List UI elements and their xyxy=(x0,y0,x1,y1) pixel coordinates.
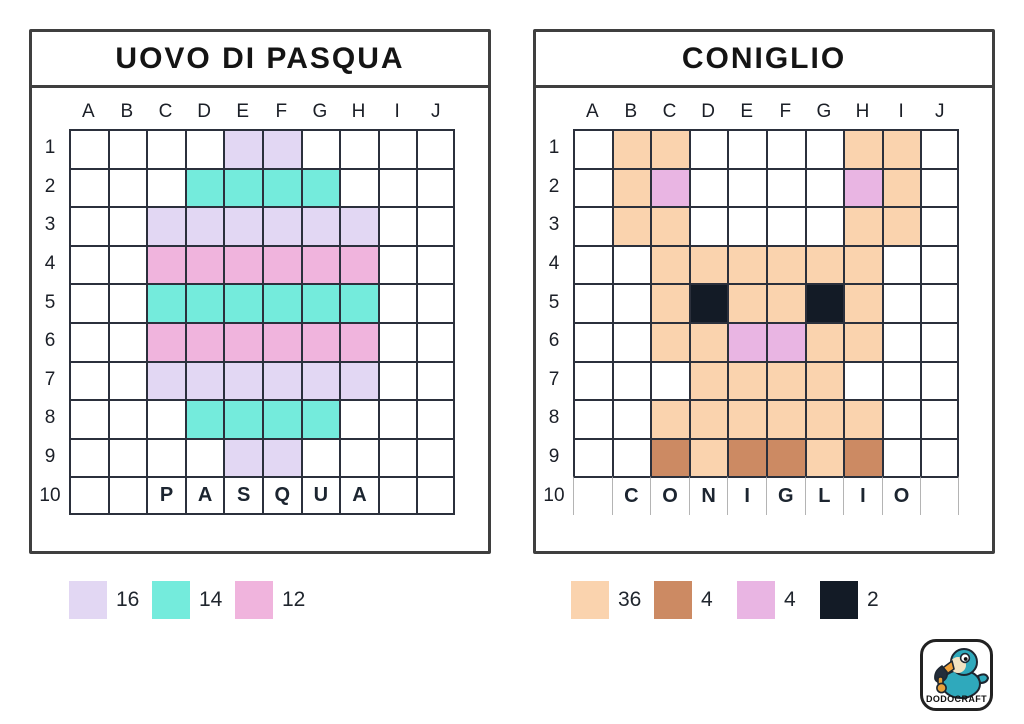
grid-cell xyxy=(689,322,728,361)
grid-cell xyxy=(650,322,689,361)
legend-count: 36 xyxy=(618,588,642,611)
legend-count: 4 xyxy=(784,588,796,611)
row-label: 4 xyxy=(44,253,56,275)
grid-cell xyxy=(185,361,224,400)
grid-cell xyxy=(612,322,651,361)
grid-row xyxy=(573,206,959,245)
grid-row xyxy=(573,476,959,515)
column-label: J xyxy=(430,101,441,122)
grid-cell xyxy=(185,283,224,322)
column-label: F xyxy=(275,101,288,122)
word-letter-cell: A xyxy=(185,476,224,515)
grid-cell xyxy=(612,168,651,207)
word-letter-cell: C xyxy=(612,476,651,515)
grid-cell xyxy=(185,399,224,438)
grid-cell xyxy=(69,361,108,400)
column-label: G xyxy=(816,101,832,122)
grid-cell xyxy=(301,322,340,361)
word-letter-cell: Q xyxy=(262,476,301,515)
grid-cell xyxy=(223,129,262,168)
grid-cell xyxy=(223,168,262,207)
grid-cell xyxy=(766,283,805,322)
grid-cell xyxy=(301,206,340,245)
grid-cell xyxy=(843,322,882,361)
grid-cell xyxy=(920,206,959,245)
grid-cell xyxy=(223,322,262,361)
grid-cell xyxy=(339,438,378,477)
grid-cell xyxy=(727,438,766,477)
grid-cell xyxy=(573,245,612,284)
legend-swatch xyxy=(235,581,273,619)
column-label: H xyxy=(855,101,870,122)
grid-cell xyxy=(301,129,340,168)
grid-cell xyxy=(69,129,108,168)
grid-cell xyxy=(612,438,651,477)
grid-cell xyxy=(416,476,455,515)
grid-cell xyxy=(727,361,766,400)
column-labels xyxy=(573,101,959,123)
grid-cell xyxy=(339,206,378,245)
grid-cell xyxy=(612,399,651,438)
panel-title: UOVO DI PASQUA xyxy=(32,32,488,88)
legend-item xyxy=(152,581,235,619)
grid-cell xyxy=(805,129,844,168)
legend-item xyxy=(654,581,737,619)
row-label: 3 xyxy=(548,214,560,236)
column-label: C xyxy=(158,101,173,122)
grid-cell xyxy=(262,206,301,245)
column-label: H xyxy=(351,101,366,122)
grid-cell xyxy=(612,361,651,400)
grid-row xyxy=(69,168,455,207)
legend-item xyxy=(69,581,152,619)
grid-cell xyxy=(378,245,417,284)
word-letter-cell: L xyxy=(805,476,844,515)
grid-cell xyxy=(185,438,224,477)
grid-cell xyxy=(650,438,689,477)
grid-cell xyxy=(69,168,108,207)
column-labels xyxy=(69,101,455,123)
grid-cell xyxy=(416,322,455,361)
word-letter-cell: P xyxy=(146,476,185,515)
column-label: E xyxy=(740,101,754,122)
grid-cell xyxy=(650,361,689,400)
grid-cell xyxy=(689,168,728,207)
grid-cell xyxy=(650,206,689,245)
grid-cell xyxy=(573,322,612,361)
column-label: D xyxy=(197,101,211,122)
grid-cell xyxy=(339,322,378,361)
grid-cell xyxy=(920,476,959,515)
legend-count: 14 xyxy=(199,588,223,611)
grid-cell xyxy=(689,129,728,168)
word-letter-cell: O xyxy=(650,476,689,515)
grid-cell xyxy=(416,245,455,284)
grid-cell xyxy=(69,438,108,477)
row-label: 2 xyxy=(44,175,56,197)
grid-cell xyxy=(378,438,417,477)
grid-cell xyxy=(223,283,262,322)
grid-cell xyxy=(573,399,612,438)
grid-row xyxy=(573,168,959,207)
grid-cell xyxy=(650,245,689,284)
grid-cell xyxy=(573,129,612,168)
grid-cell xyxy=(339,129,378,168)
grid-cell xyxy=(146,245,185,284)
grid-cell xyxy=(223,206,262,245)
row-label: 5 xyxy=(44,291,56,313)
grid-row xyxy=(573,129,959,168)
grid-cell xyxy=(262,245,301,284)
grid-cell xyxy=(573,361,612,400)
grid-cell xyxy=(262,283,301,322)
grid-cell xyxy=(301,361,340,400)
word-letter-cell: I xyxy=(727,476,766,515)
grid-cell xyxy=(146,129,185,168)
grid-row xyxy=(69,399,455,438)
grid-cell xyxy=(612,129,651,168)
grid-cell xyxy=(339,168,378,207)
grid-cell xyxy=(339,283,378,322)
legend-count: 4 xyxy=(701,588,713,611)
grid-cell xyxy=(223,399,262,438)
grid-cell xyxy=(689,283,728,322)
grid-cell xyxy=(766,438,805,477)
grid-cell xyxy=(108,245,147,284)
grid-cell xyxy=(416,206,455,245)
legend-item xyxy=(737,581,820,619)
grid-cell xyxy=(378,399,417,438)
grid-cell xyxy=(689,361,728,400)
grid-cell xyxy=(727,322,766,361)
grid-cell xyxy=(612,245,651,284)
word-letter-cell: G xyxy=(766,476,805,515)
grid-cell xyxy=(185,322,224,361)
grid-cell xyxy=(843,245,882,284)
grid-cell xyxy=(573,283,612,322)
grid-cell xyxy=(262,399,301,438)
grid-cell xyxy=(185,206,224,245)
row-label: 6 xyxy=(548,330,560,352)
grid-cell xyxy=(339,361,378,400)
word-letter-cell: O xyxy=(882,476,921,515)
grid-cell xyxy=(108,283,147,322)
grid-cell xyxy=(920,245,959,284)
grid-cell xyxy=(301,438,340,477)
grid-row xyxy=(69,206,455,245)
grid-cell xyxy=(805,361,844,400)
grid-cell xyxy=(416,168,455,207)
grid-cell xyxy=(650,399,689,438)
row-label: 8 xyxy=(44,407,56,429)
legend-item xyxy=(571,581,654,619)
grid-cell xyxy=(843,438,882,477)
grid-cell xyxy=(805,399,844,438)
word-letter-cell: I xyxy=(843,476,882,515)
grid-cell xyxy=(882,283,921,322)
grid-cell xyxy=(805,283,844,322)
grid-cell xyxy=(301,283,340,322)
grid-cell xyxy=(727,168,766,207)
column-label: A xyxy=(81,101,95,122)
grid-row xyxy=(69,322,455,361)
legend-swatch xyxy=(737,581,775,619)
grid-cell xyxy=(689,399,728,438)
grid-cell xyxy=(766,168,805,207)
grid-cell xyxy=(727,399,766,438)
column-label: B xyxy=(120,101,134,122)
legend-count: 12 xyxy=(282,588,306,611)
grid-cell xyxy=(108,168,147,207)
word-letter-cell: U xyxy=(301,476,340,515)
column-label: I xyxy=(898,101,904,122)
grid-cell xyxy=(378,168,417,207)
grid-cell xyxy=(882,399,921,438)
dodocraft-logo xyxy=(920,639,993,711)
legend-swatch xyxy=(820,581,858,619)
grid-cell xyxy=(727,129,766,168)
grid-cell xyxy=(805,322,844,361)
column-label: I xyxy=(394,101,400,122)
grid-cell xyxy=(416,361,455,400)
grid-cell xyxy=(339,399,378,438)
grid-cell xyxy=(882,129,921,168)
row-label: 9 xyxy=(548,446,560,468)
grid-cell xyxy=(262,129,301,168)
grid-cell xyxy=(843,399,882,438)
pixel-grid xyxy=(573,129,959,515)
legend-swatch xyxy=(571,581,609,619)
grid-cell xyxy=(766,399,805,438)
grid-cell xyxy=(843,206,882,245)
row-label: 10 xyxy=(39,484,61,506)
logo-label: DODOCRAFT xyxy=(925,694,988,704)
column-label: A xyxy=(585,101,599,122)
grid-row xyxy=(69,476,455,515)
row-label: 8 xyxy=(548,407,560,429)
grid-cell xyxy=(416,399,455,438)
grid-cell xyxy=(301,245,340,284)
grid-row xyxy=(69,438,455,477)
grid-cell xyxy=(689,206,728,245)
grid-row xyxy=(573,438,959,477)
grid-cell xyxy=(378,361,417,400)
grid-cell xyxy=(727,283,766,322)
row-label: 7 xyxy=(44,368,56,390)
grid-cell xyxy=(378,206,417,245)
row-label: 3 xyxy=(44,214,56,236)
grid-cell xyxy=(843,361,882,400)
grid-cell xyxy=(920,168,959,207)
panel-uovo-di-pasqua xyxy=(29,29,491,554)
grid-cell xyxy=(69,206,108,245)
grid-cell xyxy=(146,283,185,322)
row-label: 10 xyxy=(543,484,565,506)
grid-row xyxy=(573,322,959,361)
grid-cell xyxy=(766,206,805,245)
grid-cell xyxy=(185,168,224,207)
grid-cell xyxy=(766,245,805,284)
grid-cell xyxy=(108,361,147,400)
grid-cell xyxy=(262,322,301,361)
column-label: F xyxy=(779,101,792,122)
grid-cell xyxy=(262,438,301,477)
row-label: 1 xyxy=(44,137,56,159)
legend-swatch xyxy=(152,581,190,619)
grid-cell xyxy=(920,129,959,168)
grid-cell xyxy=(69,476,108,515)
grid-row xyxy=(573,399,959,438)
grid-cell xyxy=(612,206,651,245)
grid-row xyxy=(573,245,959,284)
grid-cell xyxy=(882,168,921,207)
grid-cell xyxy=(378,476,417,515)
panel-coniglio xyxy=(533,29,995,554)
grid-cell xyxy=(573,206,612,245)
grid-cell xyxy=(108,129,147,168)
grid-cell xyxy=(146,206,185,245)
row-label: 6 xyxy=(44,330,56,352)
legend-count: 2 xyxy=(867,588,879,611)
grid-cell xyxy=(727,206,766,245)
column-label: B xyxy=(624,101,638,122)
grid-cell xyxy=(766,322,805,361)
column-label: J xyxy=(934,101,945,122)
grid-cell xyxy=(689,245,728,284)
grid-cell xyxy=(612,283,651,322)
grid-cell xyxy=(882,361,921,400)
grid-row xyxy=(69,245,455,284)
grid-row xyxy=(573,283,959,322)
grid-area xyxy=(32,91,488,551)
grid-cell xyxy=(920,322,959,361)
row-label: 9 xyxy=(44,446,56,468)
grid-cell xyxy=(573,438,612,477)
column-label: D xyxy=(701,101,715,122)
grid-cell xyxy=(650,129,689,168)
row-labels xyxy=(538,129,570,515)
grid-cell xyxy=(650,283,689,322)
word-letter-cell: A xyxy=(339,476,378,515)
legend-uovo xyxy=(69,581,318,619)
row-label: 4 xyxy=(548,253,560,275)
grid-cell xyxy=(416,283,455,322)
grid-cell xyxy=(416,129,455,168)
grid-cell xyxy=(843,168,882,207)
grid-cell xyxy=(920,361,959,400)
grid-cell xyxy=(378,322,417,361)
grid-row xyxy=(69,129,455,168)
grid-cell xyxy=(689,438,728,477)
grid-cell xyxy=(146,399,185,438)
grid-cell xyxy=(301,399,340,438)
word-letter-cell: S xyxy=(223,476,262,515)
grid-cell xyxy=(573,168,612,207)
grid-cell xyxy=(378,129,417,168)
grid-cell xyxy=(339,245,378,284)
grid-cell xyxy=(69,399,108,438)
grid-area xyxy=(536,91,992,551)
grid-cell xyxy=(766,361,805,400)
grid-cell xyxy=(69,283,108,322)
grid-cell xyxy=(805,206,844,245)
grid-cell xyxy=(301,168,340,207)
grid-cell xyxy=(882,438,921,477)
grid-cell xyxy=(69,322,108,361)
grid-cell xyxy=(805,168,844,207)
grid-cell xyxy=(843,283,882,322)
grid-cell xyxy=(805,438,844,477)
grid-cell xyxy=(378,283,417,322)
grid-cell xyxy=(146,168,185,207)
grid-cell xyxy=(262,361,301,400)
legend-item xyxy=(820,581,903,619)
grid-cell xyxy=(920,283,959,322)
row-label: 7 xyxy=(548,368,560,390)
grid-cell xyxy=(223,361,262,400)
word-letter-cell: N xyxy=(689,476,728,515)
legend-swatch xyxy=(69,581,107,619)
legend-coniglio xyxy=(571,581,903,619)
grid-cell xyxy=(843,129,882,168)
grid-cell xyxy=(882,322,921,361)
grid-cell xyxy=(223,438,262,477)
grid-cell xyxy=(223,245,262,284)
legend-count: 16 xyxy=(116,588,140,611)
grid-cell xyxy=(920,399,959,438)
grid-cell xyxy=(146,438,185,477)
grid-row xyxy=(573,361,959,400)
column-label: E xyxy=(236,101,250,122)
legend-swatch xyxy=(654,581,692,619)
grid-cell xyxy=(805,245,844,284)
column-label: C xyxy=(662,101,677,122)
row-label: 2 xyxy=(548,175,560,197)
row-label: 1 xyxy=(548,137,560,159)
dodo-bird-icon xyxy=(926,644,992,700)
panel-title: CONIGLIO xyxy=(536,32,992,88)
grid-row xyxy=(69,361,455,400)
grid-cell xyxy=(727,245,766,284)
grid-row xyxy=(69,283,455,322)
grid-cell xyxy=(108,438,147,477)
grid-cell xyxy=(146,322,185,361)
grid-cell xyxy=(108,322,147,361)
grid-cell xyxy=(69,245,108,284)
grid-cell xyxy=(108,206,147,245)
grid-cell xyxy=(416,438,455,477)
grid-cell xyxy=(920,438,959,477)
grid-cell xyxy=(882,245,921,284)
legend-item xyxy=(235,581,318,619)
row-label: 5 xyxy=(548,291,560,313)
grid-cell xyxy=(146,361,185,400)
grid-cell xyxy=(108,399,147,438)
row-labels xyxy=(34,129,66,515)
pixel-grid xyxy=(69,129,455,515)
grid-cell xyxy=(108,476,147,515)
column-label: G xyxy=(312,101,328,122)
grid-cell xyxy=(650,168,689,207)
grid-cell xyxy=(882,206,921,245)
grid-cell xyxy=(573,476,612,515)
grid-cell xyxy=(185,129,224,168)
grid-cell xyxy=(766,129,805,168)
grid-cell xyxy=(262,168,301,207)
grid-cell xyxy=(185,245,224,284)
